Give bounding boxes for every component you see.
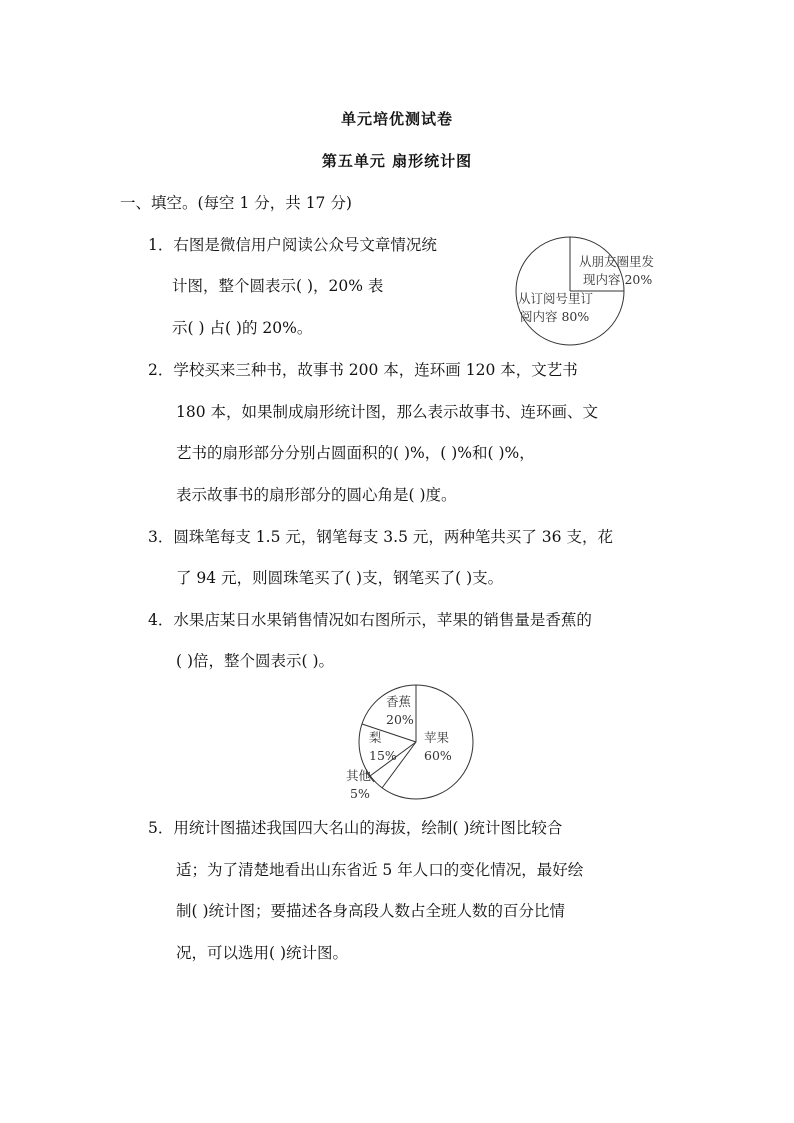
q3-line-2: 了 94 元，则圆珠笔买了( )支，钢笔买了( )支。 — [176, 569, 504, 587]
apple-percent: 60% — [424, 748, 452, 763]
fruit-sales-pie-chart — [336, 682, 466, 812]
other-percent: 5% — [350, 786, 370, 801]
other-label: 其他 — [346, 768, 372, 783]
q5-line-2: 适；为了清楚地看出山东省近 5 年人口的变化情况，最好绘 — [176, 861, 584, 879]
q2-line-3: 艺书的扇形部分分别占圆面积的( )%，( )%和( )%， — [176, 444, 535, 462]
q1-line-3: 示( ) 占( )的 20%。 — [172, 319, 313, 337]
unit-subtitle: 第五单元 扇形统计图 — [321, 152, 473, 170]
q5-line-3: 制( )统计图；要描述各身高段人数占全班人数的百分比情 — [176, 902, 566, 920]
q2-line-2: 180 本，如果制成扇形统计图，那么表示故事书、连环画、文 — [176, 403, 599, 421]
banana-percent: 20% — [386, 712, 414, 727]
wechat-reading-pie-chart — [506, 234, 655, 354]
q1-line-2: 计图，整个圆表示( )，20% 表 — [172, 277, 384, 295]
q4-line-1: 4．水果店某日水果销售情况如右图所示，苹果的销售量是香蕉的 — [148, 611, 592, 629]
q2-line-4: 表示故事书的扇形部分的圆心角是( )度。 — [176, 486, 457, 504]
q4-line-2: ( )倍，整个圆表示( )。 — [176, 652, 335, 670]
slice-label-moments-line2: 现内容 20% — [583, 272, 653, 287]
q5-line-1: 5．用统计图描述我国四大名山的海拔，绘制( )统计图比较合 — [148, 819, 563, 837]
pear-percent: 15% — [369, 748, 397, 763]
slice-label-moments-line1: 从朋友圈里发 — [579, 254, 655, 269]
q1-line-1: 1．右图是微信用户阅读公众号文章情况统 — [148, 236, 437, 254]
pear-label: 梨 — [369, 730, 382, 745]
section-heading: 一、填空。(每空 1 分，共 17 分) — [120, 194, 352, 212]
banana-label: 香蕉 — [386, 694, 412, 709]
q3-line-1: 3．圆珠笔每支 1.5 元，钢笔每支 3.5 元，两种笔共买了 36 支，花 — [148, 528, 613, 546]
slice-label-subscribe-line2: 阅内容 80% — [520, 309, 590, 324]
page-title: 单元培优测试卷 — [340, 110, 453, 128]
q5-line-4: 况，可以选用( )统计图。 — [176, 944, 349, 962]
apple-label: 苹果 — [424, 730, 450, 745]
q2-line-1: 2．学校买来三种书，故事书 200 本，连环画 120 本，文艺书 — [148, 361, 578, 379]
slice-label-subscribe-line1: 从订阅号里订 — [518, 291, 594, 306]
